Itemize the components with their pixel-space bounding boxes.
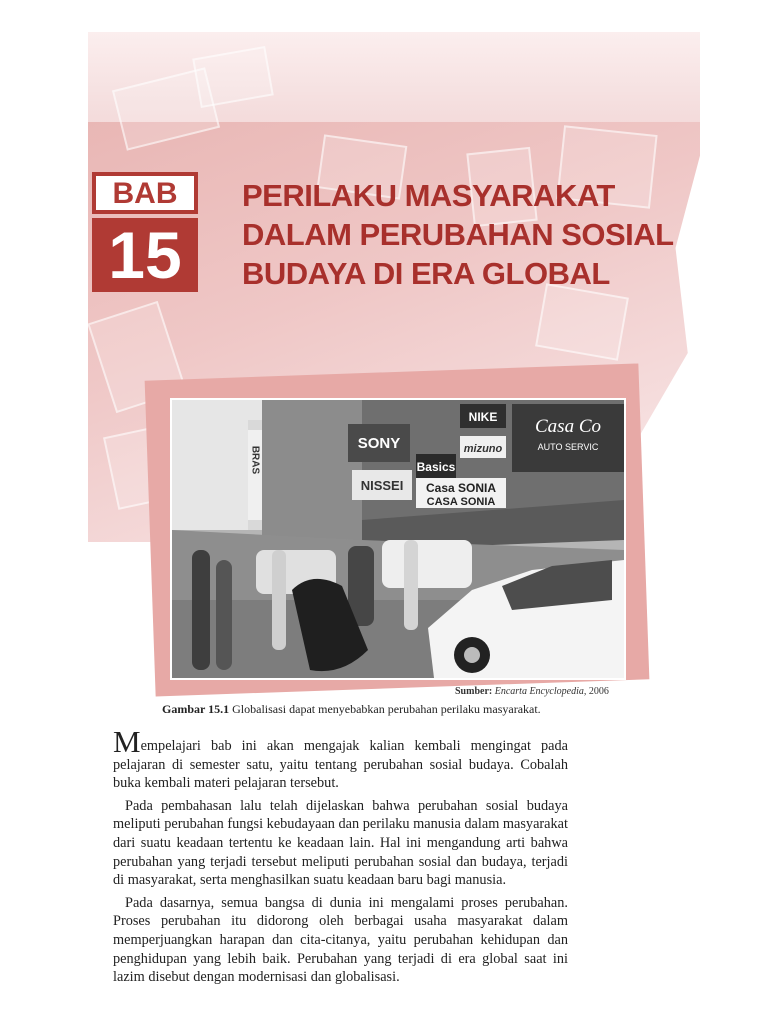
caption-label: Gambar 15.1 bbox=[162, 702, 230, 716]
sign-text: AUTO SERVIC bbox=[537, 442, 599, 452]
sign-text: CASA SONIA bbox=[426, 496, 496, 508]
chapter-title-line: PERILAKU MASYARAKAT bbox=[242, 178, 615, 213]
paragraph bbox=[113, 724, 568, 793]
source-label: Sumber: bbox=[455, 686, 493, 697]
chapter-badge bbox=[92, 172, 204, 292]
chapter-label: BAB bbox=[92, 172, 198, 214]
sign-text: SONY bbox=[357, 435, 401, 452]
chapter-number: 15 bbox=[92, 218, 198, 292]
chapter-title-line: DALAM PERUBAHAN SOSIAL bbox=[242, 217, 674, 252]
photo-source bbox=[455, 686, 609, 697]
sign-text: BRAS bbox=[249, 445, 261, 475]
paragraph: Pada dasarnya, semua bangsa di dunia ini mengalami proses perubahan. Proses perubahan itu didorong oleh berbagai usaha masyarakat dalam memperjuangkan harapan dan cita-citanya, yaitu perubahan kehidupan dan penghidupan yang lebih baik. Perubahan yang terjadi di era global saat ini lazim disebut dengan modernisasi dan globalisasi. bbox=[113, 894, 568, 986]
sign-text: Casa SONIA bbox=[425, 481, 497, 495]
chapter-title-line: BUDAYA DI ERA GLOBAL bbox=[242, 256, 610, 291]
sign-text: Basics bbox=[416, 460, 456, 474]
sign-text: NISSEI bbox=[360, 478, 404, 493]
chapter-title bbox=[242, 176, 682, 293]
sign-text: mizuno bbox=[463, 443, 503, 455]
caption-text: Globalisasi dapat menyebabkan perubahan perilaku masyarakat. bbox=[232, 702, 541, 716]
street-market-photo bbox=[170, 398, 626, 680]
sign-text: Casa Co bbox=[535, 416, 601, 437]
sign-text: NIKE bbox=[468, 410, 498, 424]
source-year: 2006 bbox=[588, 686, 609, 697]
source-title: Encarta Encyclopedia, bbox=[494, 686, 587, 697]
paragraph: Pada pembahasan lalu telah dijelaskan bahwa perubahan sosial budaya meliputi perubahan fungsi kebudayaan dan perilaku manusia dalam masyarakat dari suatu keadaan tertentu ke keadaan lain. Hal ini mengandung arti bahwa perubahan yang terjadi tersebut meliputi perubahan sosial dan budaya, terjadi di masyarakat, serta menghasilkan suatu keadaan baru bagi manusia. bbox=[113, 797, 568, 889]
figure-caption bbox=[162, 702, 541, 717]
body-text bbox=[113, 724, 568, 991]
paragraph-text: empelajari bab ini akan mengajak kalian kembali mengingat pada pelajaran di semester satu, yaitu tentang perubahan sosial budaya. Cobalah buka kembali materi pelajaran tersebut. bbox=[113, 738, 568, 792]
drop-cap: M bbox=[113, 724, 141, 759]
